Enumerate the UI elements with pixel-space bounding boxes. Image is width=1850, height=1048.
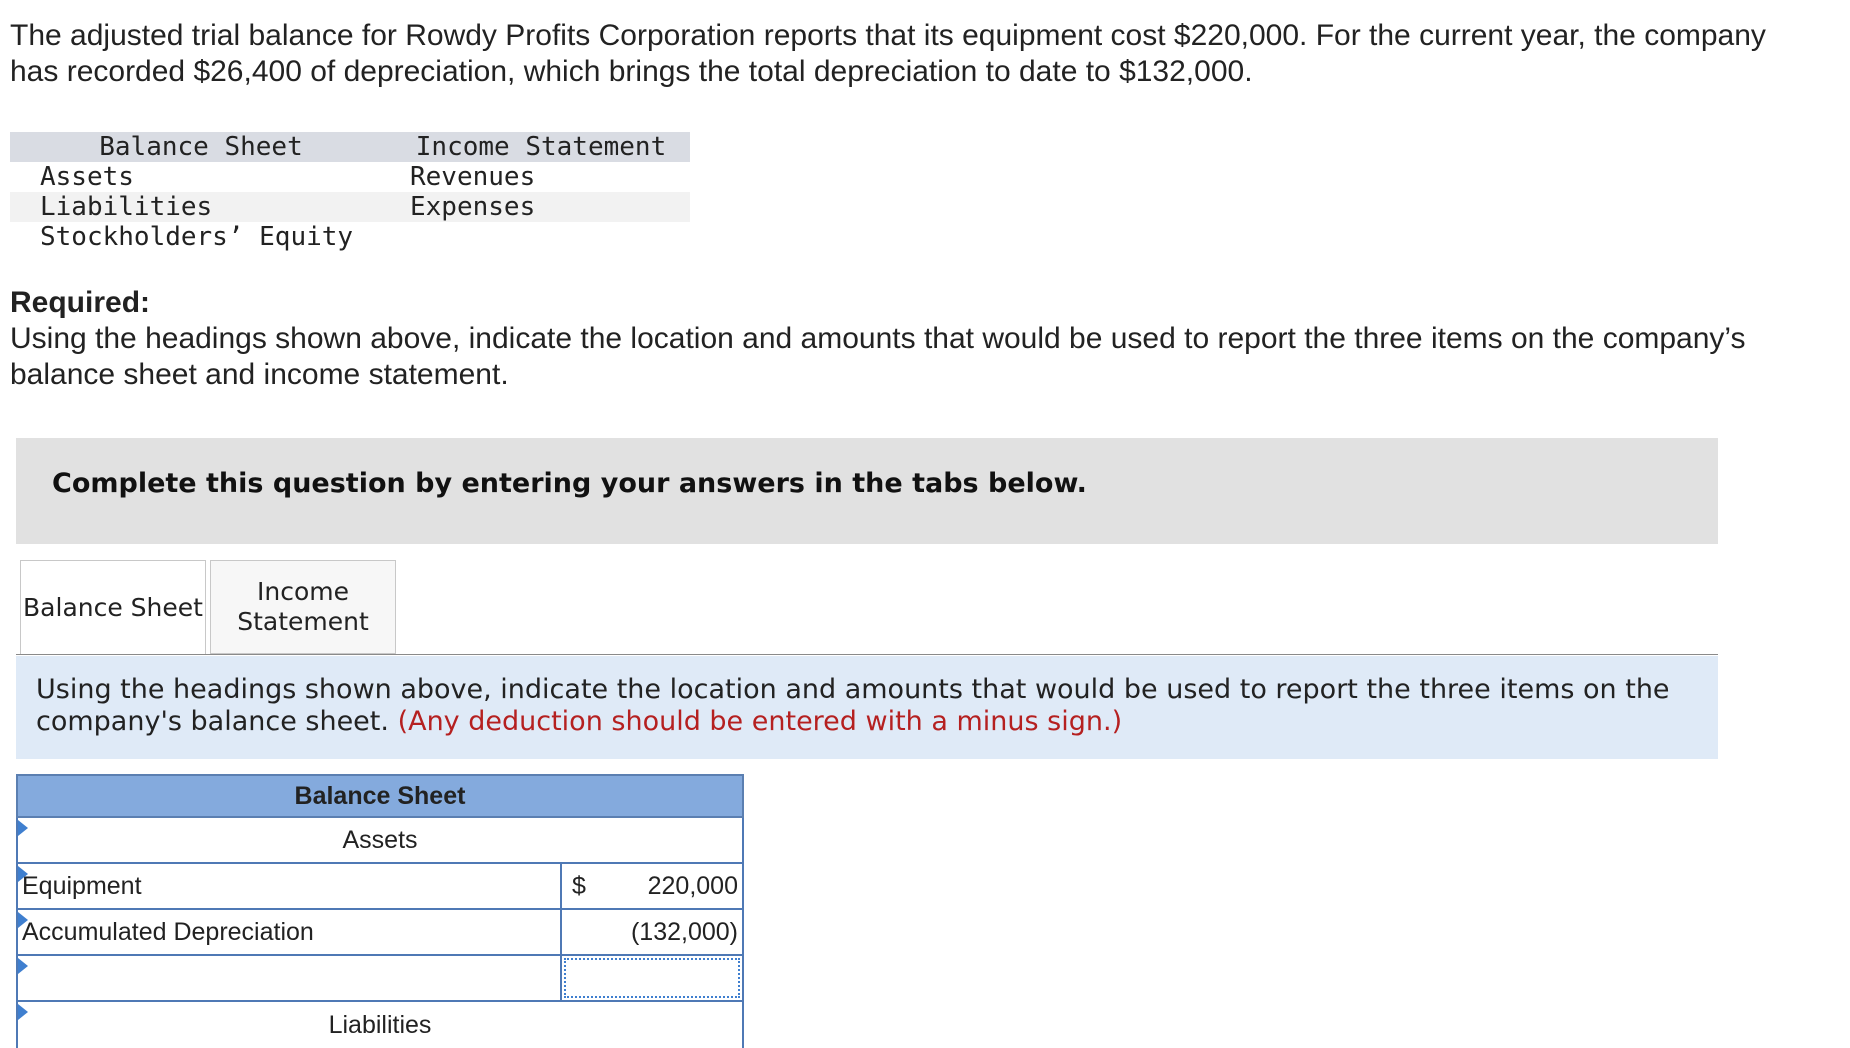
tab-prompt-line2: company's balance sheet.	[36, 706, 389, 737]
heading-item-assets: Assets	[40, 162, 134, 192]
row-marker-icon	[18, 912, 28, 928]
tab-divider	[16, 654, 1718, 655]
tab-balance-sheet[interactable]	[20, 560, 206, 655]
problem-statement	[10, 18, 1846, 90]
heading-item-liabilities: Liabilities	[10, 192, 392, 222]
instruction-banner-text: Complete this question by entering your answers in the tabs below.	[52, 468, 1087, 499]
problem-line-1: The adjusted trial balance for Rowdy Profits Corporation reports that its equipment cost $220,000. For the current year, the company	[10, 19, 1766, 52]
answer-total-cell[interactable]	[564, 958, 740, 998]
tab-prompt	[36, 674, 1696, 738]
headings-table	[10, 132, 690, 252]
problem-line-2: has recorded $26,400 of depreciation, which brings the total depreciation to date to $132,000.	[10, 55, 1253, 88]
heading-item-expenses: Expenses	[392, 192, 690, 222]
answer-grid-next-subhead[interactable]: Liabilities	[328, 1010, 432, 1039]
answer-grid-subhead-row	[16, 818, 744, 864]
answer-amount-cell[interactable]	[562, 864, 742, 908]
required-section	[10, 285, 1846, 393]
answer-row-empty	[16, 956, 744, 1002]
row-marker-icon	[18, 866, 28, 882]
currency-symbol: $	[572, 871, 586, 900]
row-marker-icon	[18, 958, 28, 974]
amount-value: (132,000)	[630, 917, 738, 946]
required-line-2: balance sheet and income statement.	[10, 358, 509, 391]
answer-label-cell[interactable]: Equipment	[18, 864, 562, 908]
tab-prompt-note: (Any deduction should be entered with a minus sign.)	[397, 706, 1123, 737]
answer-grid-header: Balance Sheet	[16, 774, 744, 818]
heading-item-stockholders-equity: Stockholders’ Equity	[40, 222, 354, 252]
answer-row-accumulated-depreciation	[16, 910, 744, 956]
answer-grid-subhead[interactable]: Assets	[342, 825, 418, 854]
tab-income-statement-label-line1: Income	[257, 577, 349, 606]
answer-grid-next-subhead-row	[16, 1002, 744, 1048]
answer-row-equipment	[16, 864, 744, 910]
heading-item-revenues: Revenues	[410, 162, 536, 192]
required-line-1: Using the headings shown above, indicate the location and amounts that would be used to report the three items on the company’s	[10, 322, 1746, 355]
tab-prompt-line1: Using the headings shown above, indicate the location and amounts that would be used to report the three items on the	[36, 674, 1670, 705]
row-marker-icon	[18, 820, 28, 836]
required-title: Required:	[10, 286, 151, 319]
amount-value: 220,000	[647, 871, 738, 900]
tab-income-statement[interactable]	[210, 560, 396, 654]
answer-label-cell[interactable]: Accumulated Depreciation	[18, 910, 562, 954]
tab-income-statement-label	[237, 577, 369, 637]
balance-sheet-answer-grid	[16, 774, 744, 1048]
instruction-banner	[16, 438, 1718, 544]
answer-amount-cell[interactable]	[562, 910, 742, 954]
heading-item-empty	[392, 222, 690, 252]
tab-income-statement-label-line2: Statement	[237, 607, 369, 636]
headings-col-income-statement: Income Statement	[392, 132, 690, 162]
headings-col-balance-sheet: Balance Sheet	[10, 132, 392, 162]
answer-label-cell[interactable]	[18, 956, 562, 1000]
tab-balance-sheet-label: Balance Sheet	[23, 592, 203, 622]
tab-content-panel	[16, 656, 1718, 759]
